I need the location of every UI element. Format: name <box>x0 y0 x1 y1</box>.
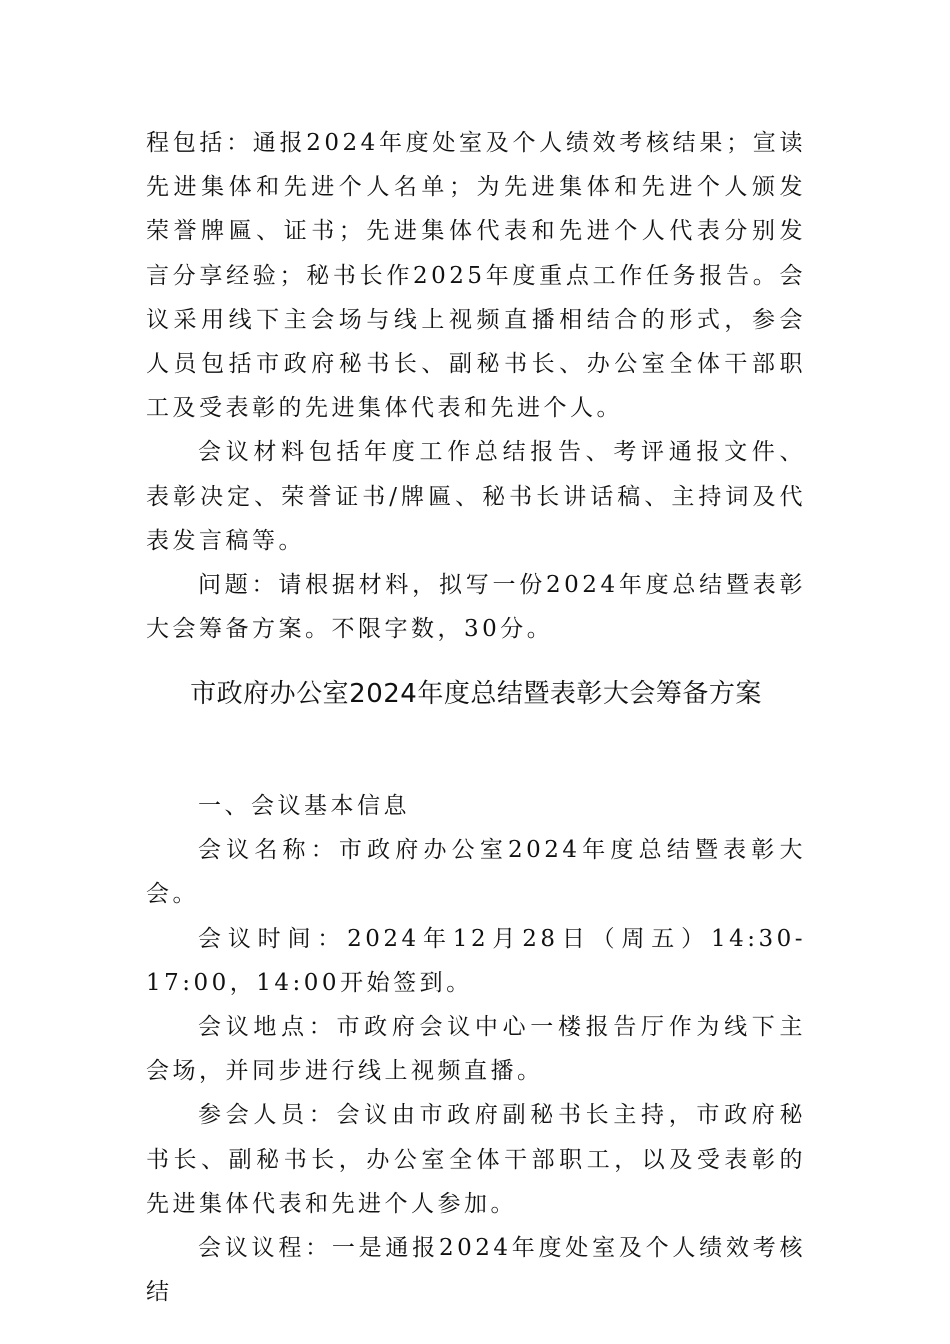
materials-paragraph-documents: 会议材料包括年度工作总结报告、考评通报文件、表彰决定、荣誉证书/牌匾、秘书长讲话稿、主持词及代表发言稿等。 <box>146 439 806 554</box>
section-heading-basic-info: 一、会议基本信息 <box>198 793 410 819</box>
agenda-paragraph: 会议议程：一是通报2024年度处室及个人绩效考核结 <box>146 1235 806 1306</box>
plan-body <box>146 784 806 1314</box>
question-paragraph: 问题：请根据材料，拟写一份2024年度总结暨表彰大会筹备方案。不限字数，30分。 <box>146 572 806 643</box>
materials-section <box>146 121 806 651</box>
plan-title: 市政府办公室2024年度总结暨表彰大会筹备方案 <box>190 679 762 709</box>
meeting-time-paragraph: 会议时间：2024年12月28日（周五）14:30-17:00，14:00开始签到。 <box>146 925 806 996</box>
meeting-name-paragraph: 会议名称：市政府办公室2024年度总结暨表彰大会。 <box>146 837 806 908</box>
meeting-place-paragraph: 会议地点：市政府会议中心一楼报告厅作为线下主会场，并同步进行线上视频直播。 <box>146 1014 806 1085</box>
participants-paragraph: 参会人员：会议由市政府副秘书长主持，市政府秘书长、副秘书长，办公室全体干部职工，以及受表彰的先进集体代表和先进个人参加。 <box>146 1102 806 1217</box>
materials-paragraph-agenda: 程包括：通报2024年度处室及个人绩效考核结果；宣读先进集体和先进个人名单；为先进集体和先进个人颁发荣誉牌匾、证书；先进集体代表和先进个人代表分别发言分享经验；秘书长作2025年度重点工作任务报告。会议采用线下主会场与线上视频直播相结合的形式，参会人员包括市政府秘书长、副秘书长、办公室全体干部职工及受表彰的先进集体代表和先进个人。 <box>146 130 806 422</box>
